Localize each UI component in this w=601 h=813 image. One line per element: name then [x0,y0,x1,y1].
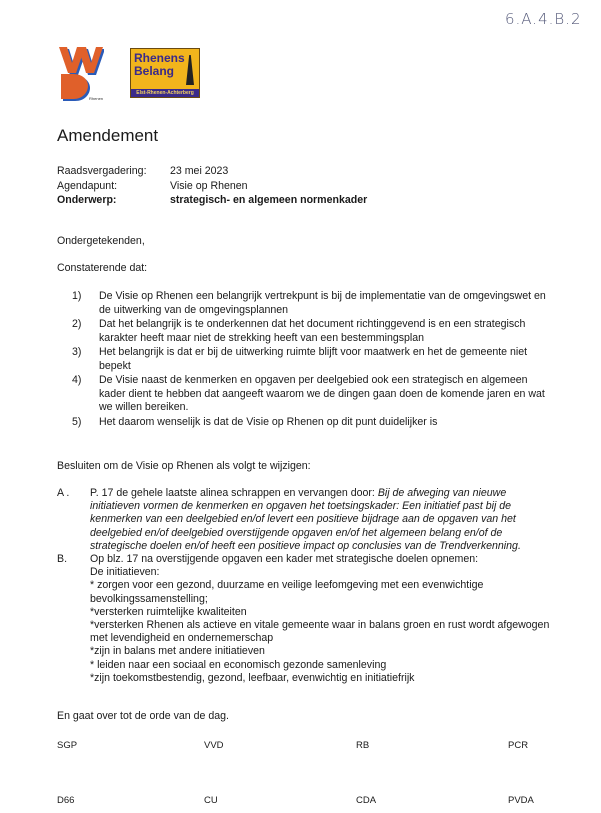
amendment-b-line: * leiden naar een sociaal en economisch gezonde samenleving [90,658,387,671]
closing: En gaat over tot de orde van de dag. [57,710,229,722]
meta-row [57,179,367,194]
meta-value: 23 mei 2023 [170,165,229,177]
considering-heading: Constaterende dat: [57,262,148,274]
signatory: VVD [204,740,224,751]
list-text: Dat het belangrijk is te onderkennen dat het document richtinggevend is en een strategisch karakter heeft maar niet de strekking heeft van een bestemmingsplan [99,318,526,344]
amendment-a [57,487,557,553]
list-number: 5) [72,415,82,428]
list-item [72,290,552,317]
amendment-a-text: Bij de afweging van nieuwe initiatieven vormen de kenmerken en opgaven het toetsingskader: Een initiatief past bij de kenmerken van een deelgebied en/of levert een positieve bijdrage aan de opgaven van het deelgebied en/of deelgebied overstijgende opgaven en/of het algemeen belang en/of de strategische doelen en/of heeft een positieve impact op conclusies van de Trendverkenning. [90,487,521,552]
meta-label: Onderwerp: [57,194,117,206]
list-text: De Visie naast de kenmerken en opgaven per deelgebied ook een strategisch en algemeen kader dient te hebben dat aangeeft waarom we de dingen gaan doen de komende jaren en wat we willen bereiken. [99,374,545,413]
amendment-b-line: *versterken ruimtelijke kwaliteiten [90,605,247,618]
signatory: PCR [508,740,529,751]
list-item [72,318,552,345]
amendment-b-line: *zijn in balans met andere initiatieven [90,645,265,658]
amendment-a-instruction: P. 17 de gehele laatste alinea schrappen en vervangen door: [90,487,378,499]
meta-block [57,164,367,208]
amendments [57,487,557,685]
meta-value: strategisch- en algemeen normenkader [170,194,368,206]
logo-line1: Rhenens [134,51,185,65]
list-number: 2) [72,318,82,330]
amendment-b-intro: Op blz. 17 na overstijgende opgaven een kader met strategische doelen opnemen: [90,553,479,566]
church-tower-icon [186,55,194,85]
list-text: De Visie op Rhenen een belangrijk vertrekpunt is bij de implementatie van de omgevingswet en de uitwerking van de omgevingsplannen [99,290,546,316]
amendment-b-line: *zijn toekomstbestendig, gezond, leefbaar, evenwichtig en initiatiefrijk [90,671,415,684]
meta-row [57,193,367,208]
signatory: RB [356,740,370,751]
list-item [72,346,552,373]
list-text: Het belangrijk is dat er bij de uitwerking ruimte blijft voor maatwerk en het de gemeente niet bepekt [99,346,528,372]
list-number: 1) [72,290,82,302]
signatory: PVDA [508,795,534,806]
meta-value: Visie op Rhenen [170,179,248,192]
amendment-label: A . [57,487,70,499]
decision-heading: Besluiten om de Visie op Rhenen als volgt te wijzigen: [57,460,311,472]
handwritten-code: 6.A.4.B.2 [505,10,582,28]
list-item [72,416,552,430]
signatory: D66 [57,795,75,806]
signatory: CU [204,795,218,806]
meta-row [57,164,367,179]
amendment-b-line: *versterken Rhenen als actieve en vitale gemeente waar in balans groen en rust wordt afgewogen met levendigheid en ondernemerschap [90,619,550,645]
amendment-label: B. [57,553,68,566]
amendment-b-line: * zorgen voor een gezond, duurzame en veilige leefomgeving met een evenwichtige bevolkingssamenstelling; [90,579,484,605]
page-title: Amendement [57,126,159,145]
list-number: 3) [72,346,82,358]
meta-label: Raadsvergadering: [57,165,147,177]
meta-label: Agendapunt: [57,179,118,192]
logo-line2: Belang [134,64,175,78]
list-text: Het daarom wenselijk is dat de Visie op Rhenen op dit punt duidelijker is [99,415,438,428]
rhenens-belang-logo [130,48,200,98]
signatory: SGP [57,740,78,751]
vvd-logo-sub: Rhenen [89,96,104,101]
vvd-logo [56,44,104,102]
signatory: CDA [356,795,377,806]
logo-sub: Elst-Rhenen-Achterberg [131,89,199,97]
salutation: Ondergetekenden, [57,235,145,247]
list-number: 4) [72,374,82,386]
amendment-b [57,553,557,685]
list-item [72,374,552,415]
amendment-b-line: De initiatieven: [90,566,160,579]
considerations-list [72,290,552,430]
